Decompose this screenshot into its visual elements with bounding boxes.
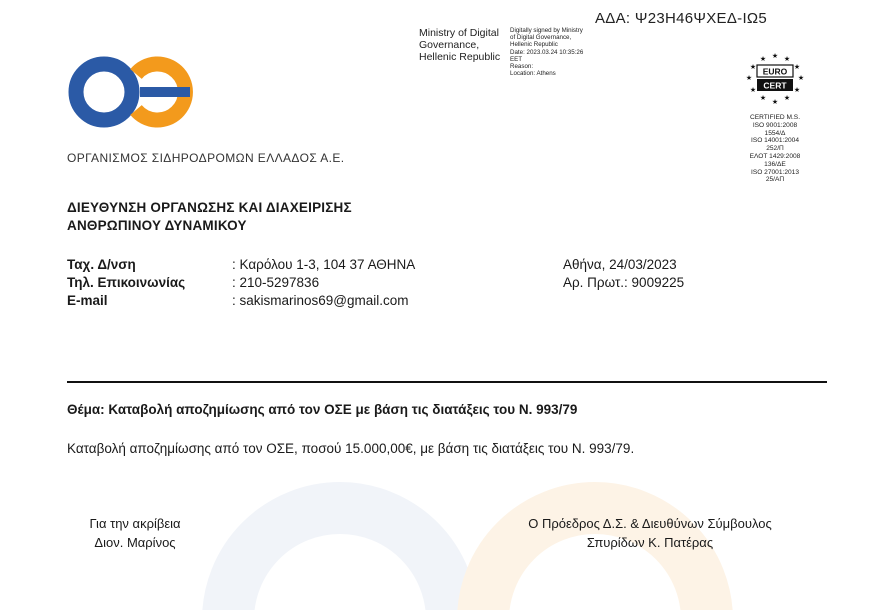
svg-text:★: ★ bbox=[749, 86, 757, 94]
svg-text:★: ★ bbox=[745, 74, 753, 82]
eurocert-top-text: EURO bbox=[762, 66, 788, 77]
organization-name: ΟΡΓΑΝΙΣΜΟΣ ΣΙΔΗΡΟΔΡΟΜΩΝ ΕΛΛΑΔΟΣ Α.Ε. bbox=[67, 151, 345, 165]
left-signature: Για την ακρίβεια Διον. Μαρίνος bbox=[89, 516, 181, 550]
address-value: : Καρόλου 1-3, 104 37 ΑΘΗΝΑ bbox=[232, 257, 416, 272]
address-label: Ταχ. Δ/νση bbox=[67, 257, 136, 272]
email-value: : sakismarinos69@gmail.com bbox=[232, 293, 409, 308]
phone-label: Τηλ. Επικοινωνίας bbox=[67, 275, 186, 290]
svg-text:★: ★ bbox=[793, 86, 801, 94]
subject-line: Θέμα: Καταβολή αποζημίωσης από τον ΟΣΕ με βάση τις διατάξεις του Ν. 993/79 bbox=[67, 402, 578, 417]
digital-signature-signer: Ministry of Digital Governance, Hellenic Republic bbox=[419, 27, 501, 63]
svg-text:★: ★ bbox=[759, 55, 767, 63]
phone-value: : 210-5297836 bbox=[232, 275, 320, 290]
right-signature: Ο Πρόεδρος Δ.Σ. & Διευθύνων Σύμβουλος Σπυρίδων Κ. Πατέρας bbox=[528, 516, 772, 550]
email-label: E-mail bbox=[67, 293, 108, 308]
svg-text:★: ★ bbox=[771, 98, 779, 106]
department-heading: ΔΙΕΥΘΥΝΣΗ ΟΡΓΑΝΩΣΗΣ ΚΑΙ ΔΙΑΧΕΙΡΙΣΗΣ ΑΝΘΡΩΠΙΝΟΥ ΔΥΝΑΜΙΚΟΥ bbox=[67, 200, 352, 233]
digital-signature-details: Digitally signed by Ministry of Digital Governance, Hellenic Republic Date: 2023.03.24 10:35:26 EET Reason: Location: Athens bbox=[510, 27, 584, 78]
eurocert-bottom-text: CERT bbox=[763, 80, 787, 91]
svg-text:★: ★ bbox=[783, 55, 791, 63]
protocol-number: Αρ. Πρωτ.: 9009225 bbox=[563, 275, 685, 290]
svg-text:★: ★ bbox=[793, 63, 801, 71]
eurocert-badge bbox=[735, 50, 815, 120]
certification-list: CERTIFIED M.S. ISO 9001:2008 1554/Δ ISO 14001:2004 252/Π ΕΛΟΤ 1429:2008 136/ΔΕ ISO 27001:2013 25/ΑΠ bbox=[749, 114, 801, 184]
ose-logo bbox=[64, 50, 196, 134]
svg-text:★: ★ bbox=[771, 52, 779, 60]
svg-text:★: ★ bbox=[749, 63, 757, 71]
ada-code: ΑΔΑ: Ψ23Η46ΨΧΕΔ-ΙΩ5 bbox=[595, 10, 768, 27]
body-text: Καταβολή αποζημίωσης από τον ΟΣΕ, ποσού 15.000,00€, με βάση τις διατάξεις του Ν. 993/79. bbox=[67, 441, 635, 456]
document-date: Αθήνα, 24/03/2023 bbox=[563, 257, 677, 272]
divider bbox=[67, 381, 827, 383]
svg-text:★: ★ bbox=[759, 94, 767, 102]
svg-text:★: ★ bbox=[797, 74, 805, 82]
svg-text:★: ★ bbox=[783, 94, 791, 102]
